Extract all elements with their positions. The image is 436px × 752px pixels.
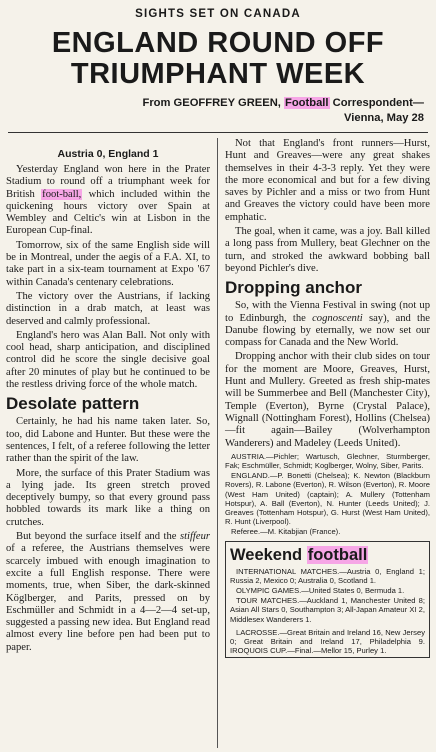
paragraph-text: which included within the quickening hours victory over Spain at Wembley and Celtic's win at Lisbon in the European Cup-final. <box>6 188 210 237</box>
paragraph: Not that England's front runners—Hurst, Hunt and Greaves—were any great shakes themselves in their 4-3-3 reply. Yet they were the more economical and but for a few diving saves by Pichler and a miss or two from Hunt and Greaves the victory could have been more emphatic. <box>225 138 430 223</box>
weekend-football-box <box>225 541 430 659</box>
italic-word: stiffeur <box>179 531 211 543</box>
article-columns <box>6 138 430 748</box>
paragraph-text: But beyond the surface itself and the <box>16 531 177 543</box>
headline-line-2: TRIUMPHANT WEEK <box>70 58 366 90</box>
byline-highlight: Football <box>285 97 329 109</box>
paragraph <box>6 164 210 238</box>
score-line: Austria 0, England 1 <box>57 148 159 160</box>
subheading-dropping-anchor: Dropping anchor <box>225 278 362 298</box>
column-left <box>6 138 218 748</box>
paragraph-text: So, with the Vienna Festival in swing (not up to Edinburgh, the <box>225 300 430 324</box>
byline-role: Correspondent— <box>332 97 424 109</box>
headline <box>6 28 430 90</box>
byline-dateline: Vienna, May 28 <box>343 112 424 124</box>
paragraph: Certainly, he had his name taken later. So, too, did Labone and Hunter. But these were the sentences, I felt, of a referee following the letter rather than the spirit of the law. <box>6 416 210 465</box>
results-olympic: OLYMPIC GAMES.—United States 0, Bermuda 1. <box>236 586 405 596</box>
results-lacrosse: LACROSSE.—Great Britain and Ireland 16, New Jersey 0; Great Britain and Ireland 17, Philadelphia 9. IROQUOIS CUP.—Final.—Mellor 15, Purley 1. <box>230 627 425 656</box>
column-right <box>218 138 430 748</box>
paragraph-text: of a referee, the Austrians themselves were scarcely imbued with enough imagination to excite a full English response. There were moments, true, when Siber, the dark-skinned Köglberger, and Parits, pressed on by Eschmüller and Schmidt in a 4—2—4 set-up, suggested a passing new idea. But England read almost every line before pen had been put to paper. <box>6 543 210 653</box>
paragraph: More, the surface of this Prater Stadium was a lying jade. Its green stretch proved deceptively bumpy, so that every ground pass hobbled towards its mark like a thing on crutches. <box>6 467 210 528</box>
paragraph: The goal, when it came, was a joy. Ball killed a long pass from Mullery, beat Glechner on the turn, and stroked the awkward bobbing ball beyond Pichler's dive. <box>225 226 430 274</box>
highlight-football: foot-ball, <box>42 188 82 200</box>
paragraph-text: Yesterday England won here in the Prater Stadium to round off a triumphant week for British <box>6 164 210 200</box>
referee: Referee.—M. Kitabjian (France). <box>231 527 341 537</box>
headline-line-1: ENGLAND ROUND OFF <box>51 27 385 59</box>
paragraph-text: say), and the Danube flowing by eternally, we now set our compass for Canada and the New World. <box>225 312 430 349</box>
header-rule <box>8 132 428 133</box>
results-tour: TOUR MATCHES.—Auckland 1, Manchester United 8; Asian All Stars 0, Southampton 3; All-Japan Amateur XI 2, Middlesex Wanderers 1. <box>230 596 425 624</box>
weekend-heading-text: Weekend <box>230 545 303 564</box>
highlight-football: football <box>307 545 368 564</box>
paragraph: England's hero was Alan Ball. Not only with cool head, sharp anticipation, and disciplined control did he score the single decisive goal after 20 minutes of play but he continued to be the restless driving force of the whole match. <box>6 329 210 391</box>
subheading-desolate-pattern: Desolate pattern <box>6 394 140 414</box>
results-international: INTERNATIONAL MATCHES.—Austria 0, England 1; Russia 2, Mexico 0; Australia 0, Scotland 1. <box>230 566 425 585</box>
paragraph: Dropping anchor with their club sides on tour for the moment are Moore, Greaves, Hurst, Hunt and Mullery. Greeted as fresh ship-mates will be Summerbee and Bell (Manchester City), Temple (Everton), Byrne (Crystal Palace), Wignall (Nottingham Forest), Hollins (Chelsea)—fit again—Bailey (Wolverhampton Wanderers) and Madeley (Leeds United). <box>225 351 430 449</box>
paragraph <box>225 300 430 349</box>
kicker: SIGHTS SET ON CANADA <box>135 8 301 20</box>
byline <box>6 96 430 126</box>
paragraph <box>6 531 210 654</box>
paragraph: The victory over the Austrians, if lacking distinction in a drab match, at least was deserved and calmly professional. <box>6 290 210 327</box>
team-austria: AUSTRIA.—Pichler; Wartusch, Glechner, Sturmberger, Fak; Eschmüller, Schmidt; Koglberger, Wolny, Siber, Parits. <box>225 451 430 471</box>
paragraph: Tomorrow, six of the same English side will be in Montreal, under the aegis of a F.A. XI, to take part in a six-team tournament at Expo '67 within Canada's centenary celebrations. <box>6 239 210 288</box>
weekend-heading <box>230 545 425 565</box>
italic-word: cognoscenti <box>312 312 363 324</box>
byline-author: From GEOFFREY GREEN, <box>142 97 281 109</box>
team-england: ENGLAND.—P. Bonetti (Chelsea); K. Newton (Blackburn Rovers), R. Labone (Everton), R. Wilson (Everton), R. Moore (West Ham United) (captain); A. Mullery (Tottenham Hotspur), A. Ball (Everton), N. Hunter (Leeds United); J. Greaves (Tottenham Hotspur), G. Hurst (West Ham United), R. Hunt (Liverpool). <box>225 471 430 527</box>
